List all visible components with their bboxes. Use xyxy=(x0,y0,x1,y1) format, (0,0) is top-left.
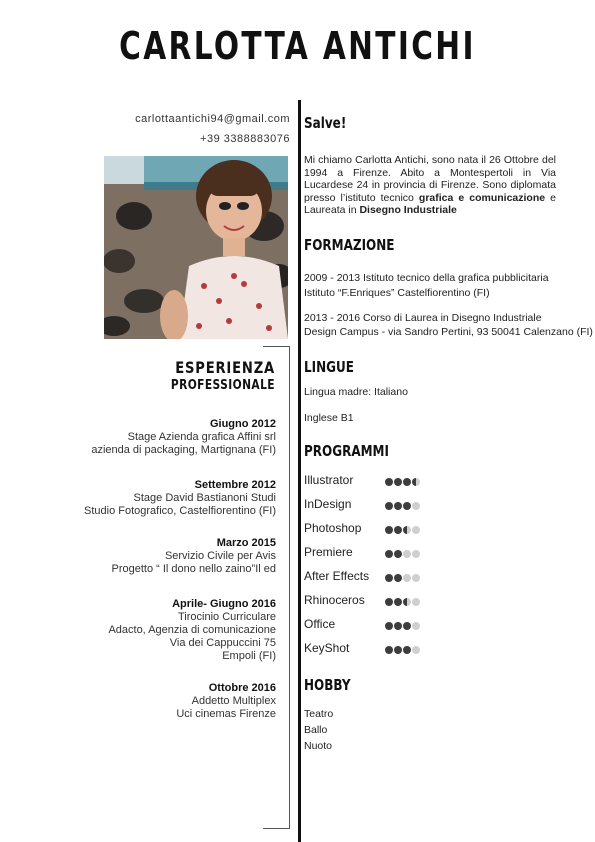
salve-text-part: Mi chiamo Carlotta Antichi, sono nata il 26 Ottobre del 1994 a Firenze. Abito a Montespertoli in Via Lucardese 24 in provincia di Firenze. Sono diplomata presso l’istituto tecnico xyxy=(304,154,556,204)
skill-dot xyxy=(412,478,420,486)
program-row xyxy=(304,593,434,611)
skill-dot xyxy=(385,598,393,606)
program-row xyxy=(304,545,434,563)
experience-line: azienda di packaging, Martignana (FI) xyxy=(91,444,276,456)
experience-line: Empoli (FI) xyxy=(222,650,276,662)
skill-dot xyxy=(385,550,393,558)
lingue-english: Inglese B1 xyxy=(304,412,354,424)
skill-rating xyxy=(385,574,421,592)
program-name: Premiere xyxy=(304,545,353,559)
skill-dot xyxy=(403,622,411,630)
salve-text xyxy=(304,154,556,217)
program-name: KeyShot xyxy=(304,641,350,655)
skill-dot xyxy=(403,646,411,654)
skill-rating xyxy=(385,550,421,568)
program-name: After Effects xyxy=(304,569,370,583)
skill-dot xyxy=(412,646,420,654)
experience-line: Studio Fotografico, Castelfiorentino (FI) xyxy=(84,505,276,517)
skill-rating xyxy=(385,622,421,640)
experience-line: Progetto “ Il dono nello zaino”Il ed xyxy=(111,563,276,575)
experience-line: Tirocinio Curriculare xyxy=(177,611,276,623)
experience-date: Giugno 2012 xyxy=(209,418,276,430)
skill-dot xyxy=(385,526,393,534)
skill-dot xyxy=(403,550,411,558)
experience-item xyxy=(16,598,276,663)
experience-title-line2: PROFESSIONALE xyxy=(170,378,275,393)
skill-dot xyxy=(385,502,393,510)
experience-line: Via dei Cappuccini 75 xyxy=(169,637,276,649)
experience-date: Aprile- Giugno 2016 xyxy=(172,598,276,610)
salve-text-part: e Laureata in xyxy=(304,191,556,216)
email: carlottaantichi94@gmail.com xyxy=(135,113,290,125)
experience-date: Ottobre 2016 xyxy=(208,682,276,694)
experience-title xyxy=(148,358,275,393)
experience-item xyxy=(16,537,276,576)
salve-bold-2: Disegno Industriale xyxy=(359,204,457,216)
program-row xyxy=(304,521,434,539)
cv-name: CARLOTTA ANTICHI xyxy=(119,24,476,68)
skill-dot xyxy=(394,478,402,486)
skill-dot xyxy=(385,622,393,630)
skill-dot xyxy=(412,550,420,558)
program-name: Illustrator xyxy=(304,473,354,487)
program-row xyxy=(304,569,434,587)
program-row xyxy=(304,473,434,491)
salve-title: Salve! xyxy=(304,114,347,132)
skill-dot xyxy=(394,526,402,534)
skill-dot xyxy=(412,502,420,510)
formazione-line: Design Campus - via Sandro Pertini, 93 50041 Calenzano (FI) xyxy=(304,326,593,338)
skill-rating xyxy=(385,502,421,520)
skill-rating xyxy=(385,598,421,616)
program-name: Rhinoceros xyxy=(304,593,365,607)
skill-dot xyxy=(385,574,393,582)
program-row xyxy=(304,497,434,515)
experience-date: Settembre 2012 xyxy=(194,479,276,491)
skill-dot xyxy=(394,598,402,606)
program-row xyxy=(304,641,434,659)
program-name: InDesign xyxy=(304,497,352,511)
formazione-line: 2009 - 2013 Istituto tecnico della grafica pubblicitaria xyxy=(304,272,549,284)
formazione-line: 2013 - 2016 Corso di Laurea in Disegno Industriale xyxy=(304,312,542,324)
experience-line: Stage Azienda grafica Affini srl xyxy=(127,431,276,443)
skill-dot xyxy=(394,502,402,510)
skill-rating xyxy=(385,478,421,496)
skill-dot xyxy=(403,598,411,606)
skill-dot xyxy=(385,646,393,654)
experience-item xyxy=(16,418,276,457)
hobby-item: Nuoto xyxy=(304,740,333,752)
program-name: Photoshop xyxy=(304,521,362,535)
experience-title-line1: ESPERIENZA xyxy=(175,358,275,377)
skill-dot xyxy=(403,574,411,582)
programmi-title: PROGRAMMI xyxy=(304,442,389,460)
experience-line: Stage David Bastianoni Studi xyxy=(133,492,276,504)
hobby-item: Teatro xyxy=(304,708,334,720)
skill-dot xyxy=(412,574,420,582)
experience-line: Uci cinemas Firenze xyxy=(176,708,276,720)
salve-bold-1: grafica e comunicazione xyxy=(418,191,546,204)
skill-dot xyxy=(394,574,402,582)
skill-dot xyxy=(403,478,411,486)
lingue-title: LINGUE xyxy=(304,358,354,376)
skill-dot xyxy=(394,622,402,630)
experience-item xyxy=(16,479,276,518)
hobby-item: Ballo xyxy=(304,724,328,736)
experience-line: Adacto, Agenzia di comunicazione xyxy=(108,624,276,636)
skill-dot xyxy=(403,502,411,510)
experience-item xyxy=(16,682,276,721)
lingue-mother: Lingua madre: Italiano xyxy=(304,386,408,398)
skill-dot xyxy=(385,478,393,486)
formazione-line: Istituto “F.Enriques” Castelfiorentino (FI) xyxy=(304,287,490,299)
skill-dot xyxy=(412,526,420,534)
skill-dot xyxy=(394,646,402,654)
program-name: Office xyxy=(304,617,336,631)
program-row xyxy=(304,617,434,635)
skill-dot xyxy=(403,526,411,534)
hobby-title: HOBBY xyxy=(304,676,351,694)
skill-rating xyxy=(385,526,421,544)
skill-dot xyxy=(394,550,402,558)
skill-dot xyxy=(412,622,420,630)
experience-date: Marzo 2015 xyxy=(216,537,276,549)
experience-line: Servizio Civile per Avis xyxy=(164,550,276,562)
skill-dot xyxy=(412,598,420,606)
vertical-divider xyxy=(298,100,301,842)
experience-line: Addetto Multiplex xyxy=(191,695,276,707)
phone: +39 3388883076 xyxy=(200,133,290,145)
formazione-title: FORMAZIONE xyxy=(304,236,395,254)
profile-photo xyxy=(104,156,288,339)
skill-rating xyxy=(385,646,421,664)
